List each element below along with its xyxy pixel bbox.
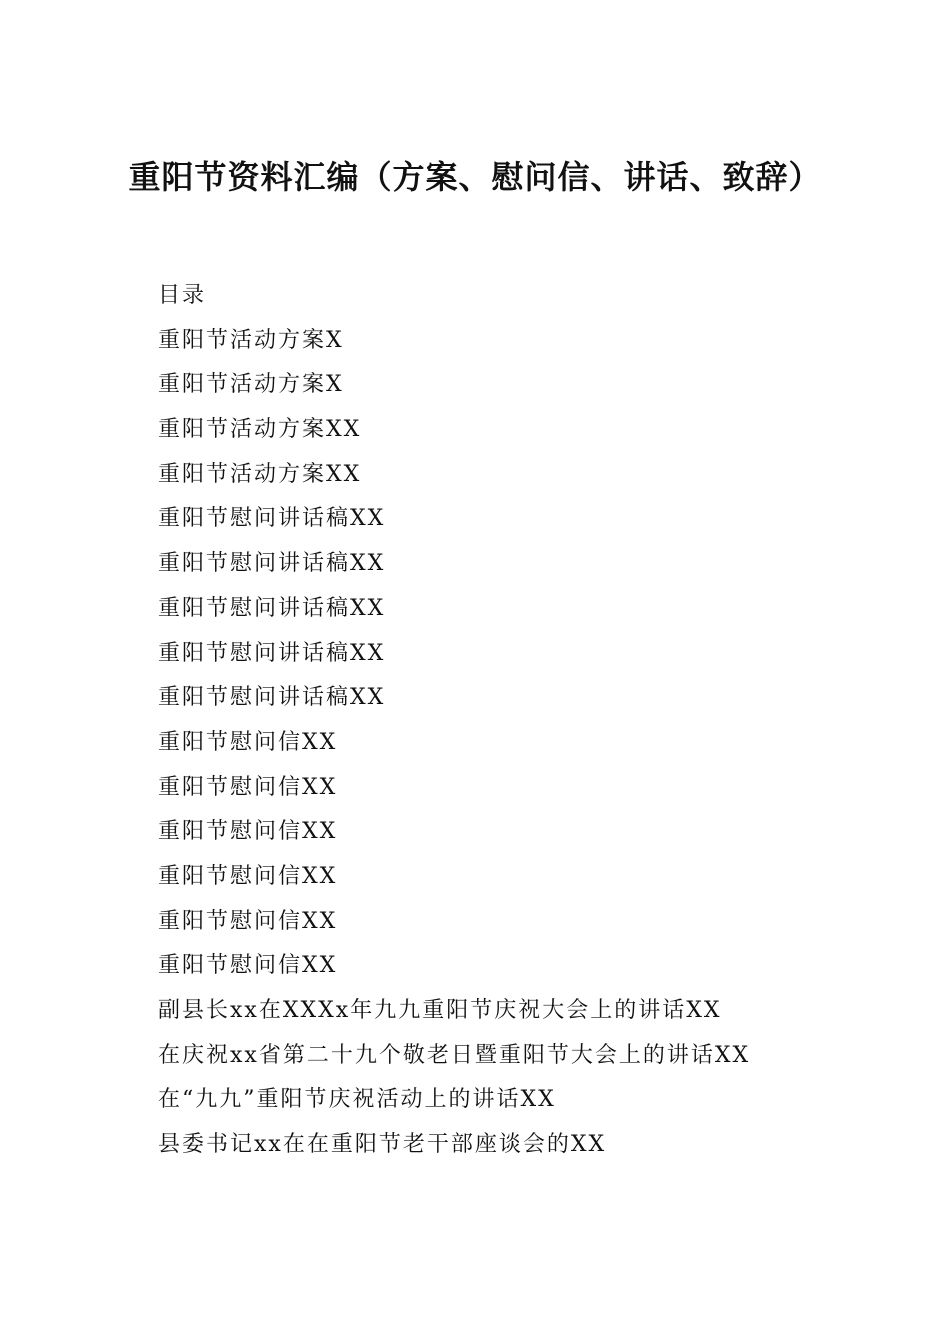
toc-item: 重阳节慰问信XX [158,908,338,934]
toc-item: 重阳节慰问讲话稿XX [158,640,386,666]
toc-item: 重阳节慰问讲话稿XX [158,551,386,577]
document-title: 重阳节资料汇编（方案、慰问信、讲话、致辞） [128,158,822,197]
table-of-contents [158,274,750,1168]
toc-item: 在庆祝xx省第二十九个敬老日暨重阳节大会上的讲话XX [158,1042,751,1068]
toc-item: 重阳节活动方案XX [158,417,362,443]
toc-item: 副县长xx在XXXx年九九重阳节庆祝大会上的讲话XX [158,998,722,1023]
toc-item: 重阳节慰问讲话稿XX [158,595,386,621]
toc-item: 重阳节慰问讲话稿XX [158,685,386,711]
toc-item: 重阳节慰问信XX [158,729,338,755]
toc-item: 重阳节活动方案XX [158,461,362,487]
toc-item: 重阳节慰问信XX [158,863,338,889]
toc-item: 重阳节慰问讲话稿XX [158,506,386,532]
toc-item: 重阳节慰问信XX [158,819,338,845]
toc-item: 重阳节慰问信XX [158,774,338,800]
toc-item: 县委书记xx在在重阳节老干部座谈会的XX [158,1132,607,1158]
toc-item: 在“九九”重阳节庆祝活动上的讲话XX [158,1087,556,1113]
toc-item: 重阳节慰问信XX [158,953,338,979]
toc-item: 重阳节活动方案X [158,372,344,398]
toc-item: 重阳节活动方案X [158,327,344,353]
toc-heading: 目录 [158,283,207,308]
